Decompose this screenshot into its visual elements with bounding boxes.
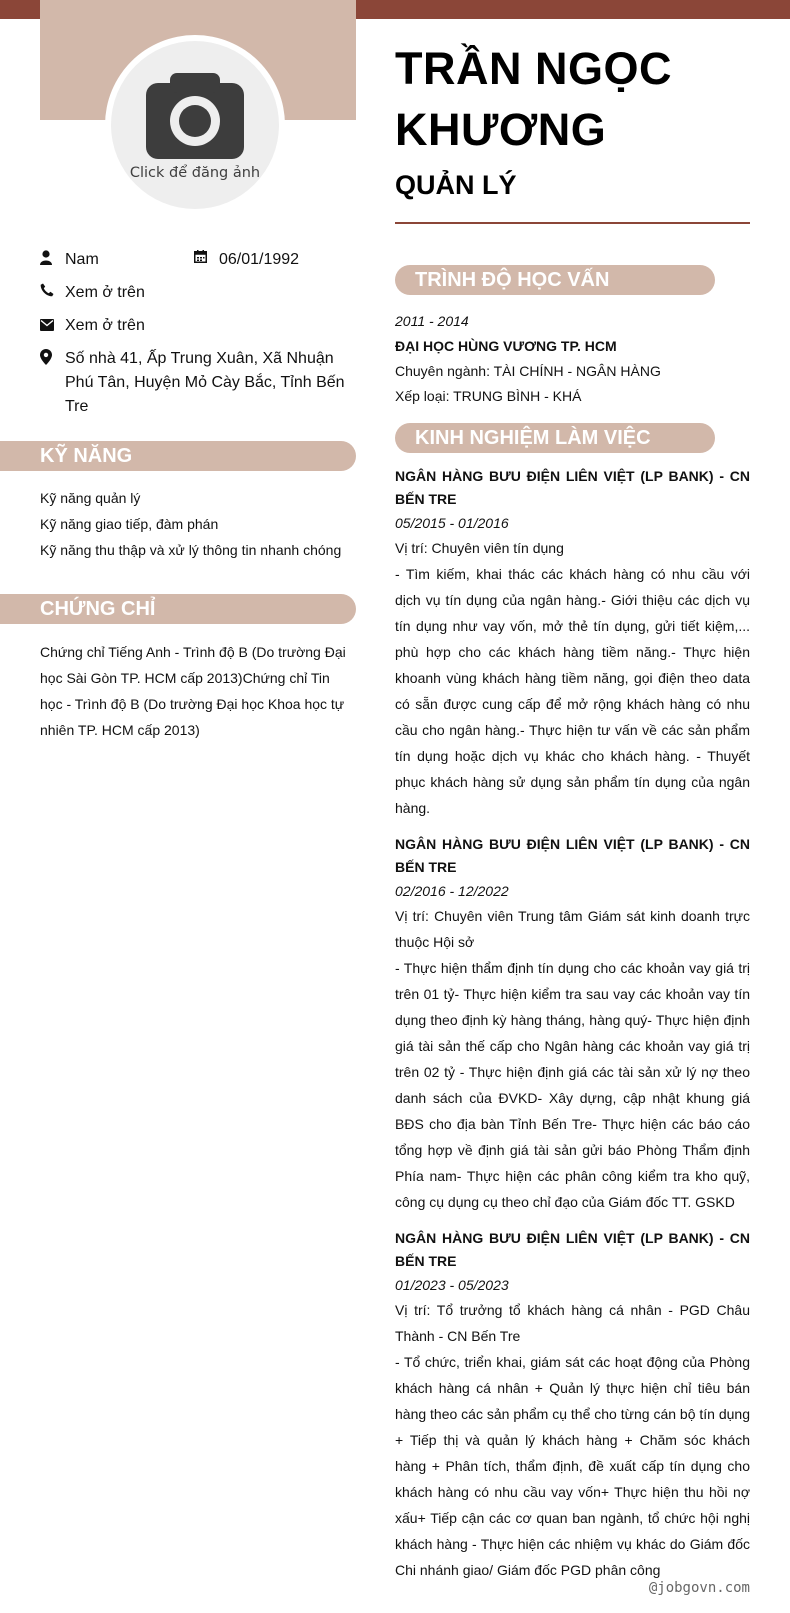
job-position: Vị trí: Chuyên viên Trung tâm Giám sát kinh doanh trực thuộc Hội sở	[395, 908, 750, 950]
gender-value: Nam	[65, 251, 99, 268]
name-line-2: KHƯƠNG	[395, 104, 607, 155]
job-position: Vị trí: Chuyên viên tín dụng	[395, 540, 564, 556]
experience-list	[395, 465, 750, 1595]
job-period: 02/2016 - 12/2022	[395, 883, 509, 899]
certificates-heading: CHỨNG CHỈ	[0, 594, 356, 624]
job-period: 05/2015 - 01/2016	[395, 515, 509, 531]
job-company: NGÂN HÀNG BƯU ĐIỆN LIÊN VIỆT (LP BANK) - CN BẾN TRE	[395, 468, 750, 507]
job-description: - Tìm kiếm, khai thác các khách hàng có nhu cầu với dịch vụ tín dụng của ngân hàng.- Giới thiệu các dịch vụ tín dụng như vay vốn, mở thẻ tín dụng, gửi tiết kiệm,... phù hợp cho các khách hàng tiềm năng.- Thực hiện khoanh vùng khách hàng tiềm năng, gọi điện theo data có sẵn được cung cấp để mở rộng khách hàng có nhu cầu cho ngân hàng.- Thực hiện tư vấn về các sản phẩm tín dụng hoặc dịch vụ khác cho khách hàng. - Thuyết phục khách hàng sử dụng sản phẩm tín dụng của ngân hàng.	[395, 566, 750, 816]
education-heading: TRÌNH ĐỘ HỌC VẤN	[395, 265, 715, 295]
job-entry	[395, 1227, 750, 1583]
school-name: ĐẠI HỌC HÙNG VƯƠNG TP. HCM	[395, 338, 617, 354]
phone-icon	[40, 281, 65, 297]
job-entry	[395, 833, 750, 1215]
camera-icon	[146, 73, 244, 159]
job-description: - Tổ chức, triển khai, giám sát các hoạt động của Phòng khách hàng cá nhân + Quản lý thực hiện chỉ tiêu bán hàng theo các sản phẩm cụ thể cho từng cán bộ tín dụng + Tiếp thị và quản lý khách hàng + Chăm sóc khách hàng + Phân tích, thẩm định, đề xuất cấp tín dụng cho khách hàng có nhu cầu vay vốn+ Thực hiện thu hồi nợ xấu+ Tiếp cận các cơ quan ban ngành, tổ chức hội nghị khách hàng - Thực hiện các nhiệm vụ khác do Giám đốc Chi nhánh giao/ Giám đốc PGD phân công	[395, 1354, 750, 1578]
job-company: NGÂN HÀNG BƯU ĐIỆN LIÊN VIỆT (LP BANK) - CN BẾN TRE	[395, 1230, 750, 1269]
education-period: 2011 - 2014	[395, 313, 469, 329]
person-icon	[40, 248, 65, 265]
avatar-upload[interactable]	[105, 35, 285, 215]
email-row	[40, 314, 145, 338]
job-title: QUẢN LÝ	[395, 170, 517, 200]
calendar-icon	[194, 248, 219, 263]
education-entry	[395, 309, 750, 409]
skill-item: Kỹ năng quản lý	[40, 490, 141, 506]
job-position: Vị trí: Tổ trưởng tổ khách hàng cá nhân - PGD Châu Thành - CN Bến Tre	[395, 1302, 750, 1344]
birthdate-value: 06/01/1992	[219, 251, 300, 268]
experience-heading: KINH NGHIỆM LÀM VIỆC	[395, 423, 715, 453]
skills-list	[40, 485, 356, 563]
skill-item: Kỹ năng giao tiếp, đàm phán	[40, 516, 219, 532]
phone-row	[40, 281, 145, 305]
certificates-text: Chứng chỉ Tiếng Anh - Trình độ B (Do trường Đại học Sài Gòn TP. HCM cấp 2013)Chứng chỉ Tin học - Trình độ B (Do trường Đại học Khoa học tự nhiên TP. HCM cấp 2013)	[40, 644, 346, 738]
address-row	[40, 347, 360, 419]
email-value: Xem ở trên	[65, 317, 145, 334]
title-divider	[395, 222, 750, 224]
job-company: NGÂN HÀNG BƯU ĐIỆN LIÊN VIỆT (LP BANK) - CN BẾN TRE	[395, 836, 750, 875]
candidate-name	[395, 38, 755, 160]
watermark: @jobgovn.com	[648, 1580, 750, 1596]
avatar-placeholder[interactable]	[111, 41, 279, 209]
skills-heading: KỸ NĂNG	[0, 441, 356, 471]
phone-value: Xem ở trên	[65, 284, 145, 301]
job-entry	[395, 465, 750, 821]
education-grade: Xếp loại: TRUNG BÌNH - KHÁ	[395, 388, 582, 404]
envelope-icon	[40, 314, 65, 331]
birthdate-row	[194, 248, 299, 272]
skill-item: Kỹ năng thu thập và xử lý thông tin nhanh chóng	[40, 542, 342, 558]
address-value: Số nhà 41, Ấp Trung Xuân, Xã Nhuận Phú Tân, Huyện Mỏ Cày Bắc, Tỉnh Bến Tre	[65, 350, 345, 415]
job-period: 01/2023 - 05/2023	[395, 1277, 509, 1293]
job-description: - Thực hiện thẩm định tín dụng cho các khoản vay giá trị trên 01 tỷ- Thực hiện kiểm tra sau vay các khoản vay tín dụng theo định kỳ hàng tháng, hàng quý- Thực hiện định giá tài sản thế cấp cho Ngân hàng các khoản vay giá trị trên 02 tỷ - Thực hiện định giá các tài sản xử lý nợ theo danh sách của ĐVKD- Xây dựng, cập nhật khung giá BĐS cho địa bàn Tỉnh Bến Tre- Thực hiện các báo cáo tổng hợp về định giá tài sản gửi báo Phòng Thẩm định Phía nam- Thực hiện các phân công kiểm tra kho quỹ, công cụ dụng cụ theo chỉ đạo của Giám đốc TT. GSKD	[395, 960, 750, 1210]
map-pin-icon	[40, 347, 65, 365]
education-major: Chuyên ngành: TÀI CHÍNH - NGÂN HÀNG	[395, 363, 661, 379]
gender-row	[40, 248, 99, 272]
name-line-1: TRẦN NGỌC	[395, 43, 672, 94]
photo-upload-caption[interactable]: Click để đăng ảnh	[129, 165, 261, 181]
